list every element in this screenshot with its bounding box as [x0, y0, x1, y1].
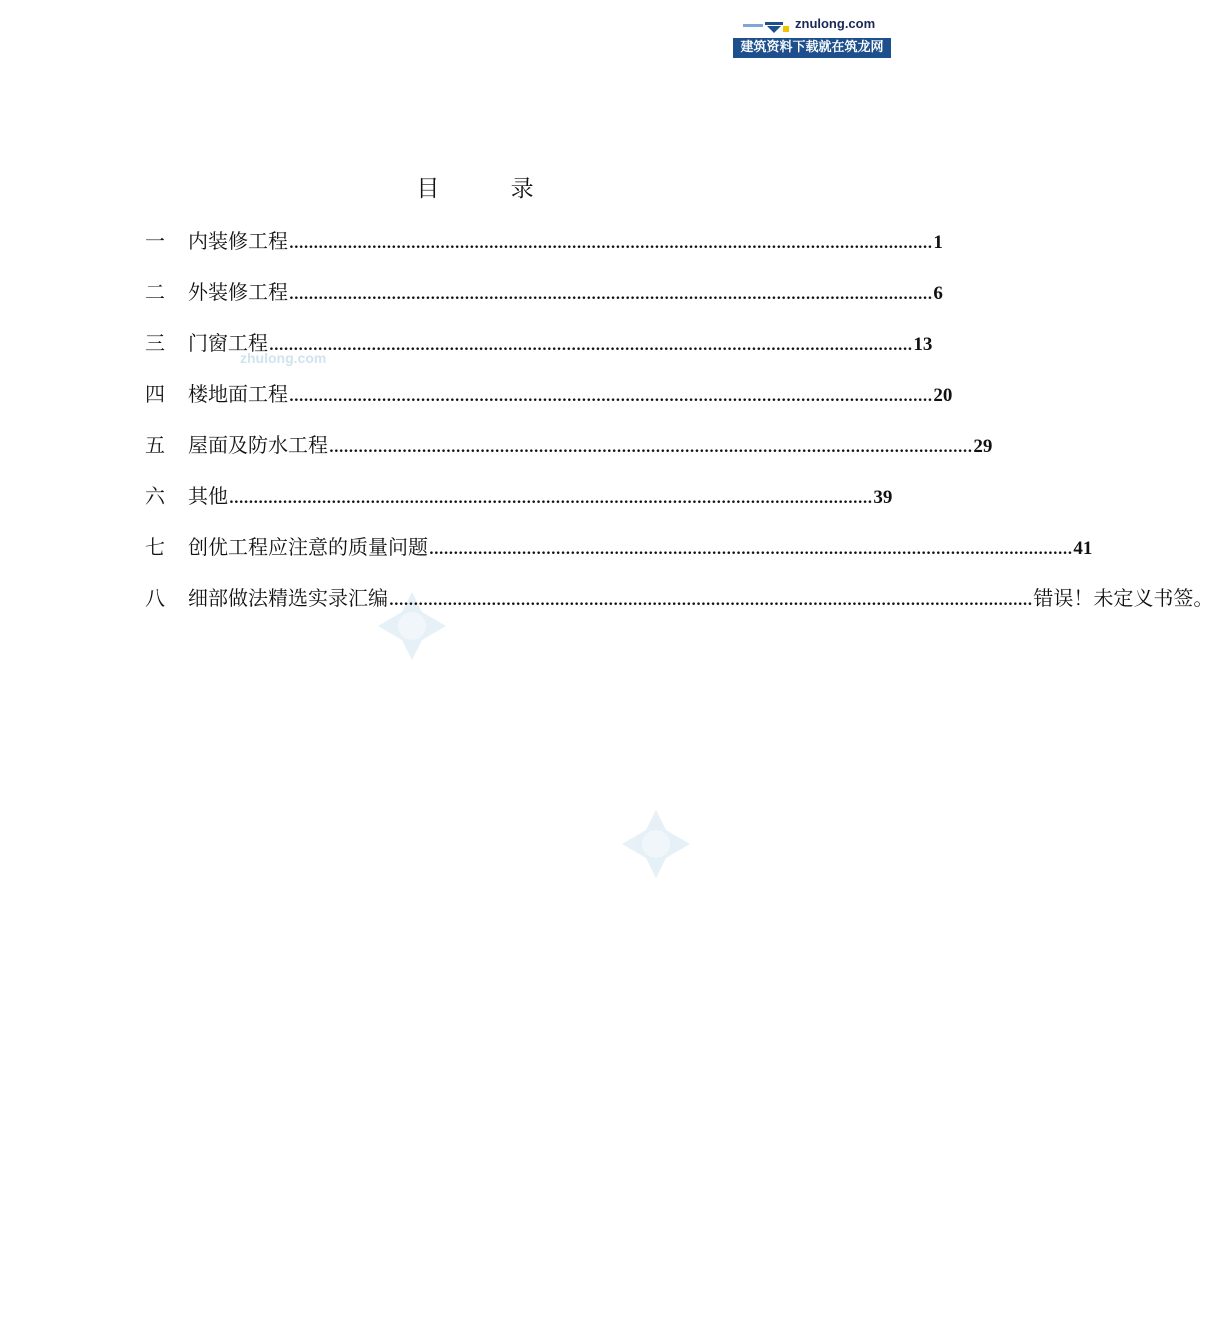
toc-entry-page: 39	[873, 487, 893, 508]
toc-leader-dots: ....................................................................................................................................	[389, 593, 1033, 609]
site-logo	[733, 14, 893, 60]
toc-entry[interactable]	[145, 327, 933, 378]
toc-entry-number: 五	[145, 433, 165, 457]
toc-entry-label: 内装修工程	[188, 229, 288, 253]
toc-entry-number: 四	[145, 382, 165, 406]
toc-entry[interactable]	[145, 480, 893, 531]
toc-entry[interactable]	[145, 378, 953, 429]
toc-entry-page: 13	[913, 334, 933, 355]
toc-entry[interactable]	[145, 225, 943, 276]
toc-title: 目 录	[416, 176, 566, 202]
toc-leader-dots: ....................................................................................................................................	[289, 389, 933, 405]
toc-entry-number: 六	[145, 484, 165, 508]
toc-entry-label: 屋面及防水工程	[188, 433, 328, 457]
toc-entry-label: 创优工程应注意的质量问题	[188, 535, 428, 559]
toc-entry[interactable]	[145, 531, 1093, 582]
toc-entry-number: 七	[145, 535, 165, 559]
toc-entry-label: 楼地面工程	[188, 382, 288, 406]
watermark-text: zhulong.com	[240, 350, 327, 366]
toc-entry[interactable]	[145, 582, 1213, 633]
toc-entry-number: 八	[145, 586, 165, 610]
toc-entry-label: 其他	[188, 484, 228, 508]
toc-leader-dots: ....................................................................................................................................	[269, 338, 913, 354]
toc-entry-number: 一	[145, 229, 165, 253]
toc-entry[interactable]	[145, 276, 943, 327]
toc-entry-label: 细部做法精选实录汇编	[188, 586, 388, 610]
toc-entry-number: 二	[145, 280, 165, 304]
toc-entry-number: 三	[145, 331, 165, 355]
toc-entry-page: 6	[933, 283, 943, 304]
toc-leader-dots: ....................................................................................................................................	[289, 236, 933, 252]
toc-leader-dots: ....................................................................................................................................	[429, 542, 1073, 558]
toc-entry-label: 门窗工程	[188, 331, 268, 355]
logo-banner: 建筑资料下载就在筑龙网	[733, 38, 891, 58]
toc-leader-dots: ....................................................................................................................................	[229, 491, 873, 507]
toc-entry-label: 外装修工程	[188, 280, 288, 304]
toc-entry-page: 1	[933, 232, 943, 253]
toc-entry-page: 41	[1073, 538, 1093, 559]
toc-entry[interactable]	[145, 429, 993, 480]
toc-entry-page: 错误！未定义书签。	[1033, 586, 1213, 610]
toc-leader-dots: ....................................................................................................................................	[329, 440, 973, 456]
toc-leader-dots: ....................................................................................................................................	[289, 287, 933, 303]
watermark-snowflake-icon	[622, 810, 690, 878]
toc-entry-page: 29	[973, 436, 993, 457]
table-of-contents	[145, 225, 1213, 633]
logo-domain-text: znulong.com	[795, 16, 876, 31]
toc-entry-page: 20	[933, 385, 953, 406]
logo-mark-icon	[743, 20, 789, 34]
